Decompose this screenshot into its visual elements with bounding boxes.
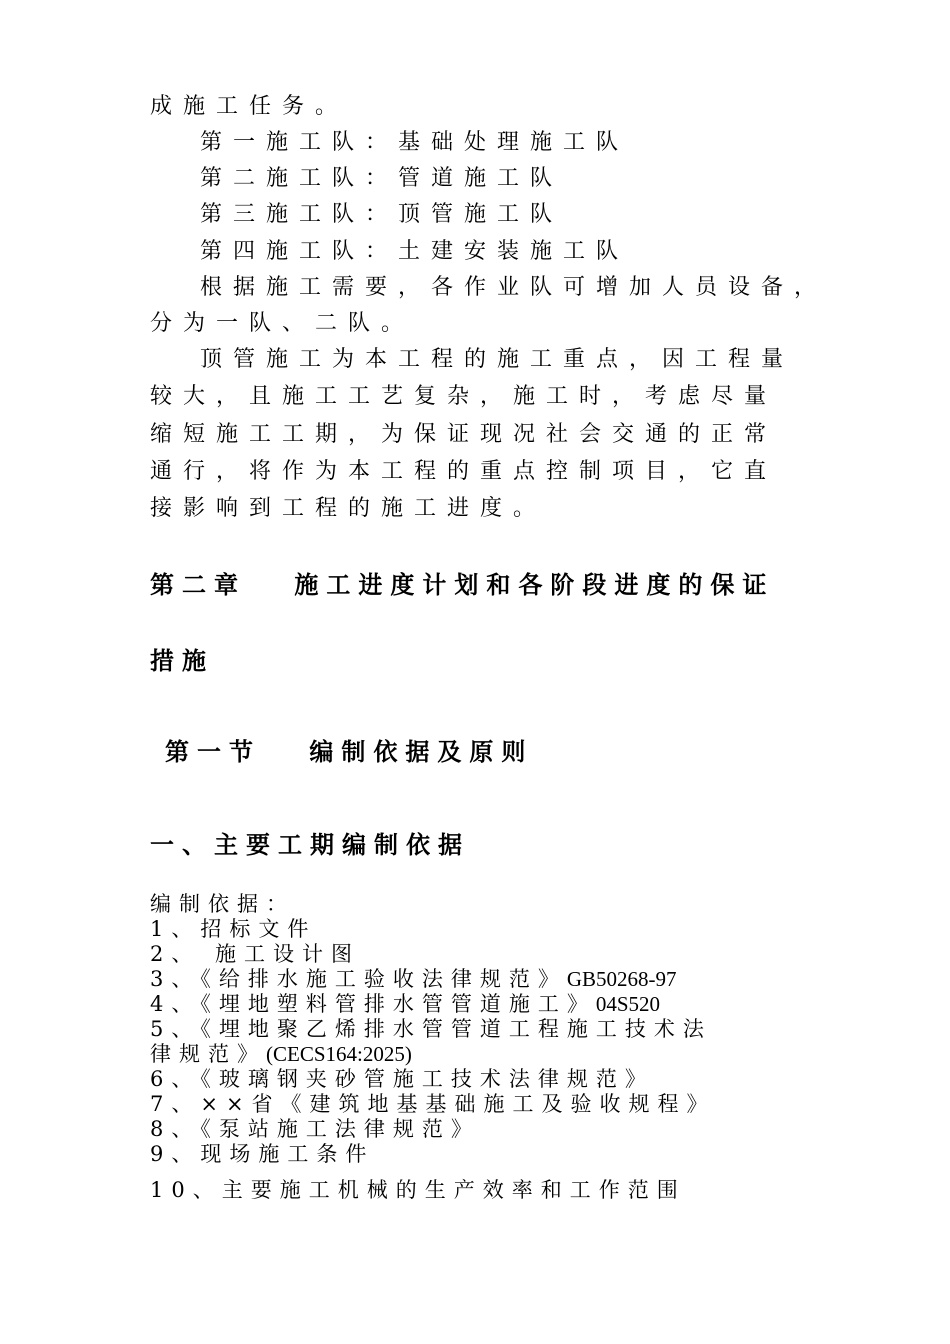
- body-line-1: 成施工任务。: [150, 94, 349, 119]
- basis-item-6: 6、《玻璃钢夹砂管施工技术法律规范》: [150, 1067, 654, 1091]
- body-line-12: 接影响到工程的施工进度。: [150, 496, 547, 521]
- basis-item-9: 9、现场施工条件: [150, 1142, 375, 1166]
- basis-item-10: 10、主要施工机械的生产效率和工作范围: [150, 1178, 686, 1202]
- basis-item-5: 5、《埋地聚乙烯排水管管道工程施工技术法: [150, 1017, 712, 1041]
- basis-item-3-title: 3、《给排水施工验收法律规范》: [150, 967, 567, 991]
- basis-item-2: 2、 施工设计图: [150, 942, 361, 966]
- basis-item-5-code: (CECS164:2025): [266, 1042, 412, 1066]
- team-2: 第二施工队：管道施工队: [200, 166, 564, 191]
- body-line-6: 根据施工需要，各作业队可增加人员设备，: [200, 275, 828, 300]
- section-title: 第一节 编制依据及原则: [165, 738, 534, 766]
- body-line-10: 缩短施工工期，为保证现况社会交通的正常: [150, 422, 778, 447]
- team-4: 第四施工队：土建安装施工队: [200, 239, 630, 264]
- subsection-title: 一、主要工期编制依据: [150, 831, 470, 859]
- basis-item-4-code: 04S520: [595, 992, 661, 1016]
- basis-item-4-title: 4、《埋地塑料管排水管管道施工》: [150, 992, 596, 1016]
- team-1: 第一施工队：基础处理施工队: [200, 130, 630, 155]
- body-line-11: 通行，将作为本工程的重点控制项目，它直: [150, 459, 778, 484]
- body-line-8: 顶管施工为本工程的施工重点，因工程量: [200, 347, 795, 372]
- basis-item-7: 7、××省《建筑地基基础施工及验收规程》: [150, 1092, 716, 1116]
- chapter-title-continued: 措施: [150, 647, 214, 675]
- basis-item-5-continued: [150, 1041, 412, 1067]
- basis-item-1: 1、招标文件: [150, 917, 317, 941]
- chapter-title: 第二章 施工进度计划和各阶段进度的保证: [150, 571, 775, 599]
- basis-item-4: [150, 991, 660, 1017]
- basis-item-3: [150, 966, 677, 992]
- body-line-9: 较大，且施工工艺复杂，施工时，考虑尽量: [150, 384, 778, 409]
- body-line-7: 分为一队、二队。: [150, 311, 415, 336]
- basis-item-5-title-end: 律规范》: [150, 1042, 266, 1066]
- basis-intro: 编制依据：: [150, 892, 295, 916]
- basis-item-8: 8、《泵站施工法律规范》: [150, 1117, 480, 1141]
- basis-item-3-code: GB50268-97: [566, 967, 677, 991]
- team-3: 第三施工队：顶管施工队: [200, 202, 564, 227]
